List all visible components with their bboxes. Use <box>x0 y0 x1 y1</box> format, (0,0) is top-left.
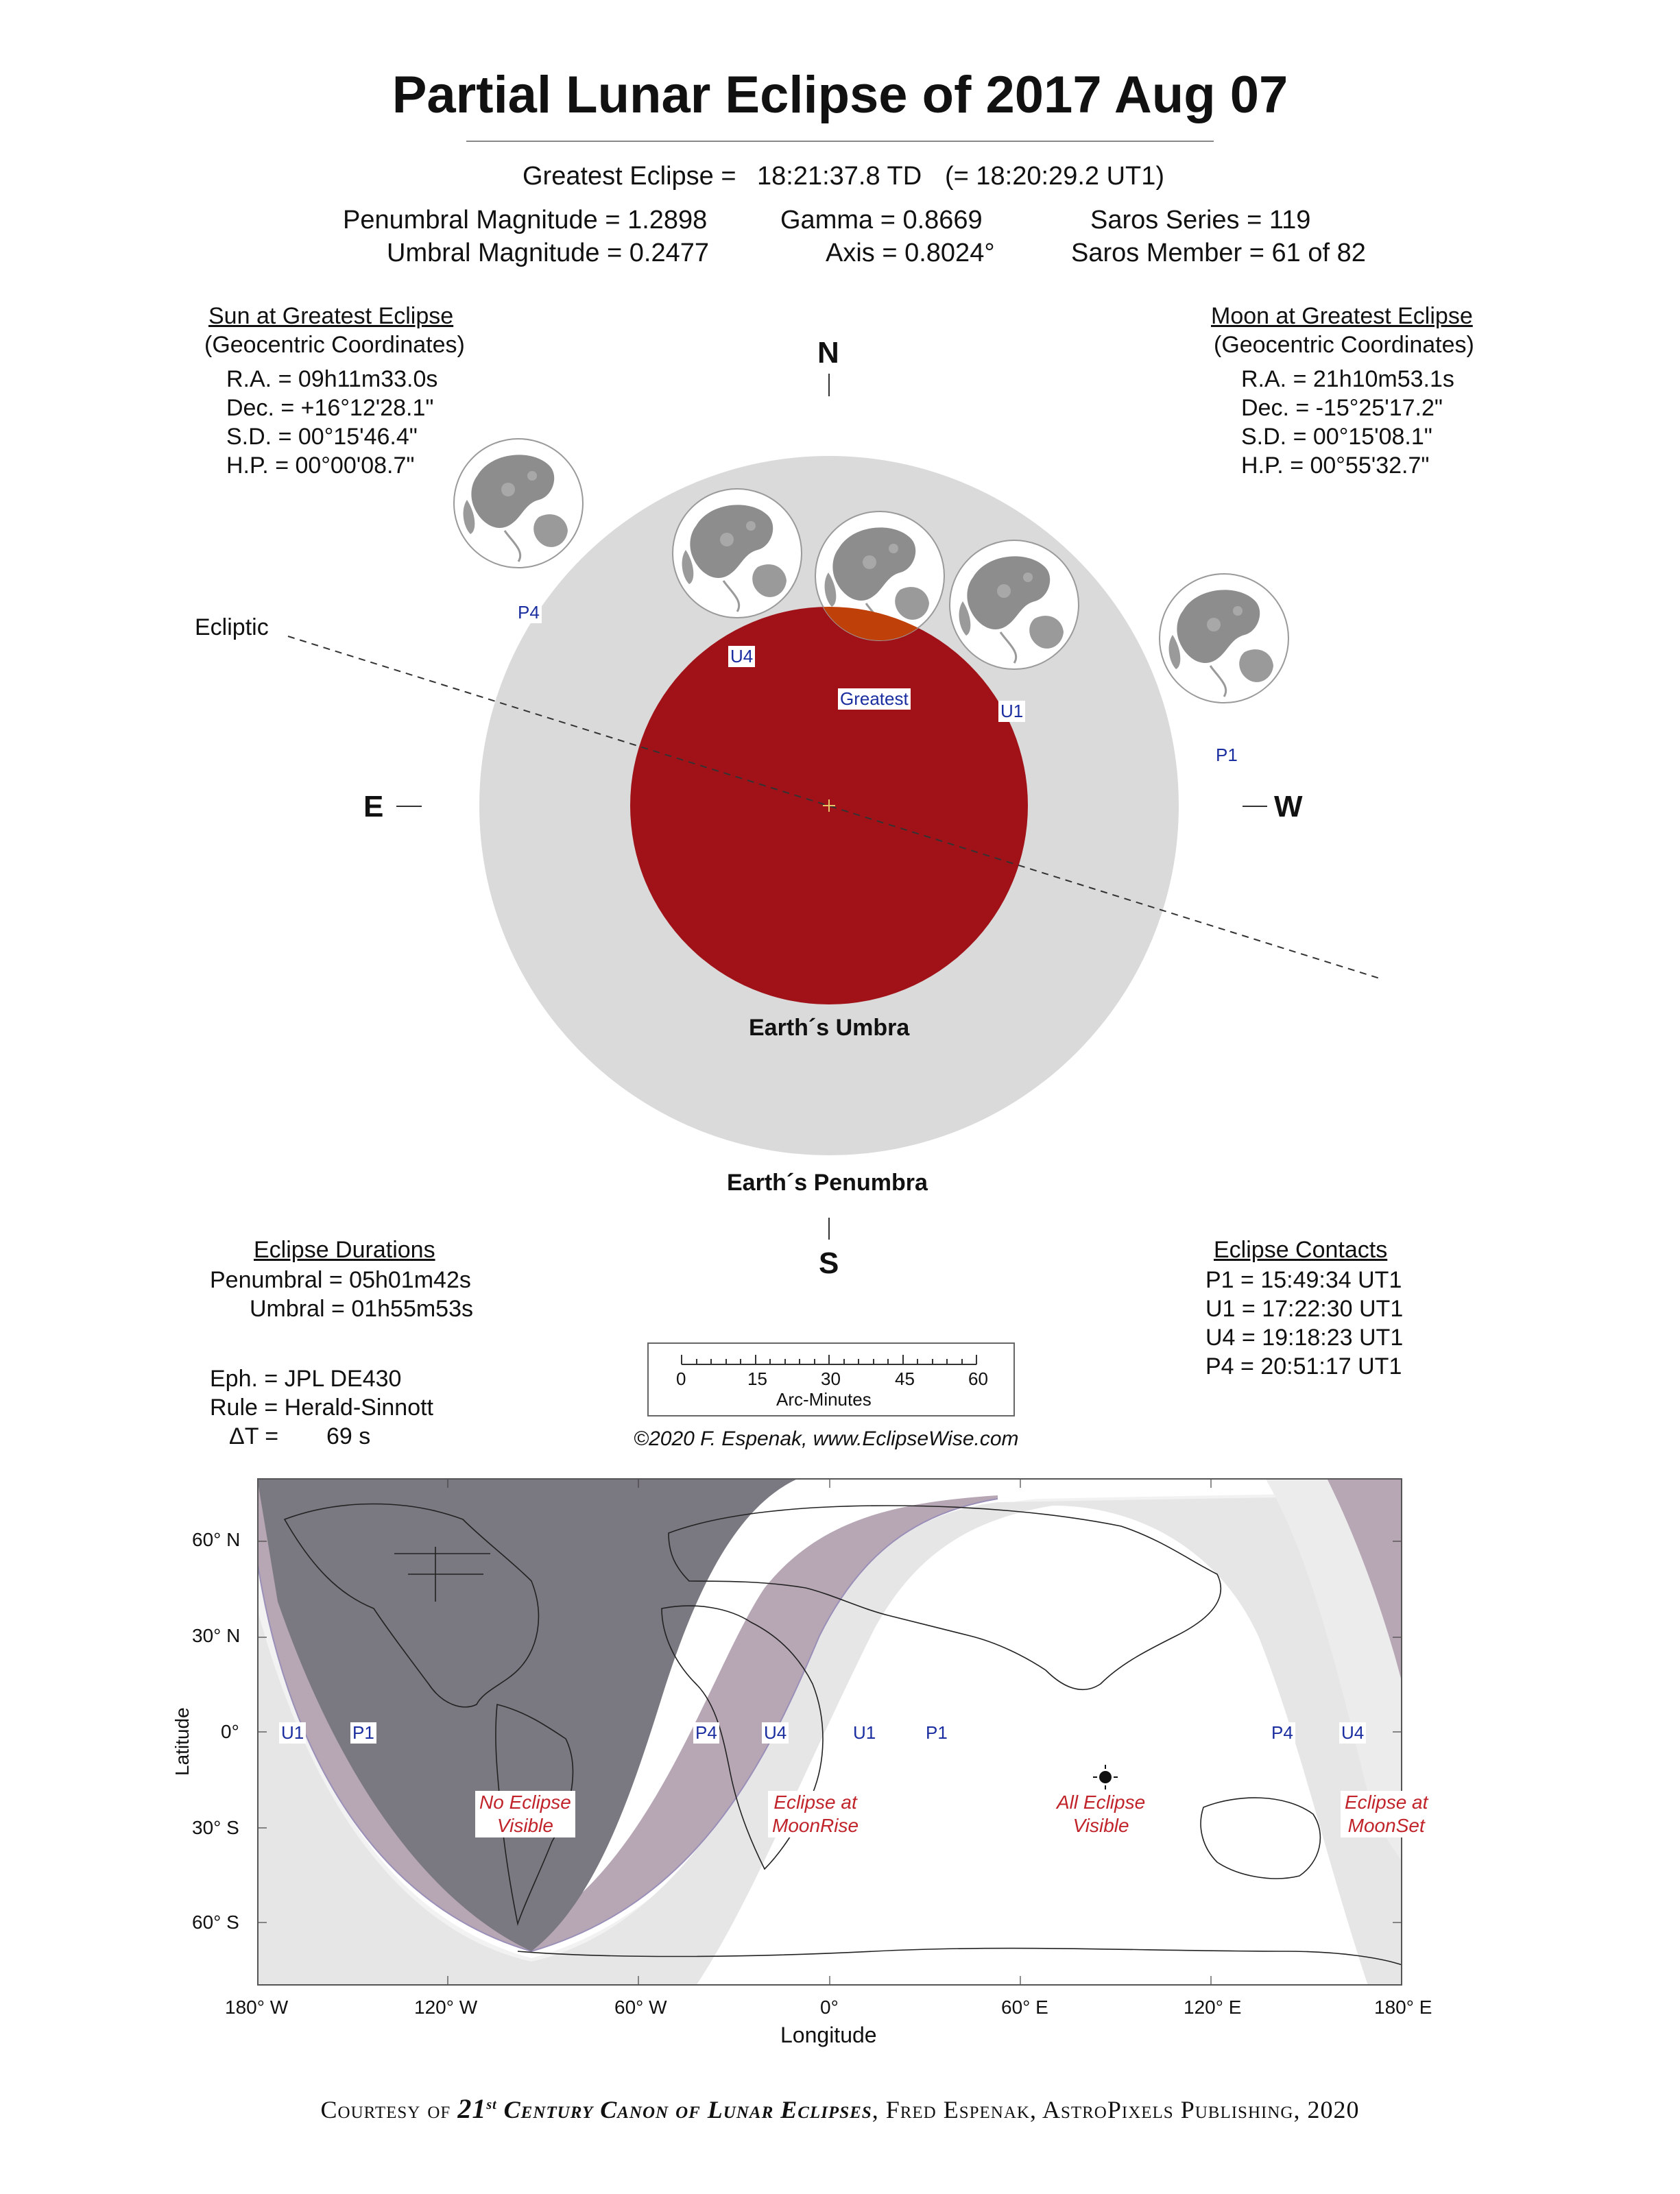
map-zone-label-all-visible: All Eclipse Visible <box>1053 1791 1149 1837</box>
north-label: N <box>817 336 839 370</box>
moon-p4 <box>454 439 583 568</box>
map-label-p4-mid: P4 <box>693 1722 719 1744</box>
map-zone-label-moonset: Eclipse at MoonSet <box>1341 1791 1432 1837</box>
scale-tick-45: 45 <box>895 1369 915 1389</box>
lat-tick-60s: 60° S <box>192 1912 239 1933</box>
durations-heading: Eclipse Durations <box>254 1237 435 1263</box>
sun-heading: Sun at Greatest Eclipse <box>208 303 454 329</box>
contact-p4: P4 = 20:51:17 UT1 <box>1205 1353 1402 1379</box>
footer-credit <box>0 2093 1680 2125</box>
lon-tick-60w: 60° W <box>614 1997 667 2018</box>
map-ylabel: Latitude <box>171 1707 193 1776</box>
penumbra-label: Earth´s Penumbra <box>727 1170 928 1196</box>
map-zone-label-moonrise: Eclipse at MoonRise <box>768 1791 863 1837</box>
page-title: Partial Lunar Eclipse of 2017 Aug 07 <box>392 66 1288 124</box>
scale-tick-30: 30 <box>821 1369 841 1389</box>
scale-unit: Arc-Minutes <box>776 1389 872 1410</box>
ephemeris: Eph. = JPL DE430 <box>210 1366 402 1392</box>
contact-label-u4: U4 <box>728 646 755 667</box>
map-label-u1-left: U1 <box>279 1722 306 1744</box>
east-label: E <box>363 790 384 823</box>
greatest-eclipse-label: Greatest Eclipse = <box>523 162 736 191</box>
lon-tick-120w: 120° W <box>414 1997 478 2018</box>
map-label-p1-mid: P1 <box>924 1722 950 1744</box>
contact-u1: U1 = 17:22:30 UT1 <box>1205 1296 1404 1322</box>
footer-book-num: 21 <box>457 2093 487 2124</box>
axis-value: Axis = 0.8024° <box>826 239 995 267</box>
sun-subheading: (Geocentric Coordinates) <box>204 332 465 358</box>
lon-tick-0: 0° <box>820 1997 839 2018</box>
moon-u4 <box>673 489 802 618</box>
contact-label-p1: P1 <box>1214 745 1240 766</box>
contact-label-p4: P4 <box>516 602 542 623</box>
lon-tick-60e: 60° E <box>1001 1997 1048 2018</box>
moon-heading: Moon at Greatest Eclipse <box>1211 303 1473 329</box>
gamma-value: Gamma = 0.8669 <box>780 206 983 234</box>
lat-tick-30n: 30° N <box>192 1625 241 1646</box>
contact-label-u1: U1 <box>998 701 1025 722</box>
umbra-label: Earth´s Umbra <box>749 1015 910 1041</box>
ecliptic-label: Ecliptic <box>195 614 269 640</box>
rule: Rule = Herald-Sinnott <box>210 1395 434 1421</box>
lon-tick-180w: 180° W <box>225 1997 289 2018</box>
greatest-eclipse-td: 18:21:37.8 TD <box>757 162 922 191</box>
south-label: S <box>819 1246 839 1280</box>
duration-penumbral: Penumbral = 05h01m42s <box>210 1267 471 1293</box>
scale-tick-15: 15 <box>747 1369 767 1389</box>
lat-tick-0: 0° <box>221 1721 239 1742</box>
lat-tick-30s: 30° S <box>192 1817 239 1838</box>
sun-dec: Dec. = +16°12'28.1" <box>226 395 434 421</box>
footer-author: , Fred Espenak, AstroPixels Publishing, 2020 <box>872 2096 1360 2123</box>
delta-t-label: ΔT = <box>229 1423 279 1449</box>
sun-hp: H.P. = 00°00'08.7" <box>226 453 415 479</box>
lon-tick-180e: 180° E <box>1374 1997 1432 2018</box>
map-xlabel: Longitude <box>780 2023 877 2047</box>
footer-courtesy: Courtesy of <box>320 2096 451 2123</box>
sun-sd: S.D. = 00°15'46.4" <box>226 424 418 450</box>
moon-sd: S.D. = 00°15'08.1" <box>1241 424 1432 450</box>
sun-ra: R.A. = 09h11m33.0s <box>226 366 438 392</box>
moon-u1 <box>950 540 1079 669</box>
scale-tick-60: 60 <box>968 1369 988 1389</box>
penumbral-magnitude: Penumbral Magnitude = 1.2898 <box>343 206 708 234</box>
map-label-p4-right: P4 <box>1269 1722 1295 1744</box>
west-label: W <box>1274 790 1303 823</box>
delta-t-value: 69 s <box>326 1423 371 1449</box>
moon-ra: R.A. = 21h10m53.1s <box>1241 366 1454 392</box>
scale-bar <box>647 1342 1015 1417</box>
moon-hp: H.P. = 00°55'32.7" <box>1241 453 1430 479</box>
visibility-map <box>257 1478 1428 1986</box>
moon-p1 <box>1160 574 1288 703</box>
moon-subheading: (Geocentric Coordinates) <box>1214 332 1474 358</box>
saros-member: Saros Member = 61 of 82 <box>1071 239 1366 267</box>
footer-book-title: Century Canon of Lunar Eclipses <box>503 2096 872 2123</box>
footer-book-sup: st <box>486 2097 497 2112</box>
credit: ©2020 F. Espenak, www.EclipseWise.com <box>634 1427 1019 1450</box>
umbral-magnitude: Umbral Magnitude = 0.2477 <box>387 239 710 267</box>
map-zone-label-no-eclipse: No Eclipse Visible <box>475 1791 575 1837</box>
contact-u4: U4 = 19:18:23 UT1 <box>1205 1325 1404 1351</box>
duration-umbral: Umbral = 01h55m53s <box>250 1296 474 1322</box>
greatest-eclipse-ut: (= 18:20:29.2 UT1) <box>945 162 1165 191</box>
contacts-heading: Eclipse Contacts <box>1214 1237 1388 1263</box>
scale-tick-0: 0 <box>676 1369 686 1389</box>
map-label-p1-left: P1 <box>350 1722 376 1744</box>
moon-dec: Dec. = -15°25'17.2" <box>1241 395 1443 421</box>
map-label-u4-mid: U4 <box>762 1722 789 1744</box>
map-label-u1-mid: U1 <box>851 1722 878 1744</box>
map-label-u4-right: U4 <box>1339 1722 1366 1744</box>
lat-tick-60n: 60° N <box>192 1529 241 1550</box>
saros-series: Saros Series = 119 <box>1090 206 1311 234</box>
contact-p1: P1 = 15:49:34 UT1 <box>1205 1267 1402 1293</box>
contact-label-greatest: Greatest <box>838 688 911 710</box>
lon-tick-120e: 120° E <box>1184 1997 1242 2018</box>
